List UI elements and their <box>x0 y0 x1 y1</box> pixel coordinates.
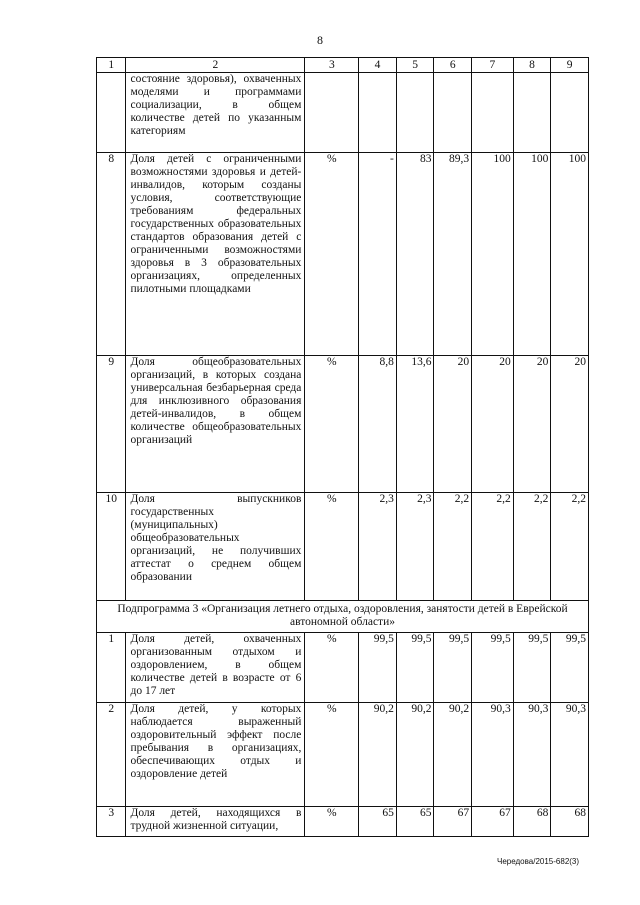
value-cell: 68 <box>551 807 589 837</box>
row-description: Доля детей, находящихся в трудной жизненной ситуации, <box>126 807 305 837</box>
header-cell: 7 <box>472 58 514 73</box>
row-description: Доля детей с ограниченными возможностями здоровья и детей-инвалидов, которым созданы условия, соответствующие требованиям федеральных государственных образовательных стандартов образования детей с ограниченными возможностями здоровья в 3 образовательных организациях, определенных пилотными площадками <box>126 153 305 356</box>
row-unit: % <box>305 493 359 601</box>
table-row <box>97 153 589 356</box>
value-cell: 90,2 <box>359 703 397 807</box>
header-cell: 2 <box>126 58 305 73</box>
value-cell <box>434 73 472 153</box>
value-cell: 100 <box>551 153 589 356</box>
value-cell: 99,5 <box>396 633 434 703</box>
row-number: 3 <box>97 807 126 837</box>
table-row <box>97 807 589 837</box>
row-number: 9 <box>97 356 126 493</box>
row-description: Доля детей, охваченных организованным отдыхом и оздоровлением, в общем количестве детей в возрасте от 6 до 17 лет <box>126 633 305 703</box>
row-description: Доля детей, у которых наблюдается выраженный оздоровительный эффект после пребывания в организациях, обеспечивающих отдых и оздоровление детей <box>126 703 305 807</box>
value-cell <box>551 73 589 153</box>
row-unit: % <box>305 153 359 356</box>
value-cell: 20 <box>434 356 472 493</box>
row-number <box>97 73 126 153</box>
row-unit: % <box>305 807 359 837</box>
row-number: 10 <box>97 493 126 601</box>
value-cell: 99,5 <box>551 633 589 703</box>
row-number: 8 <box>97 153 126 356</box>
row-number: 2 <box>97 703 126 807</box>
value-cell: 2,2 <box>551 493 589 601</box>
value-cell <box>396 73 434 153</box>
table-row <box>97 73 589 153</box>
table-row <box>97 633 589 703</box>
table-header-row <box>97 58 589 73</box>
value-cell: 99,5 <box>359 633 397 703</box>
value-cell: 65 <box>396 807 434 837</box>
table-row <box>97 356 589 493</box>
value-cell: 68 <box>513 807 551 837</box>
value-cell <box>359 73 397 153</box>
value-cell: 90,3 <box>472 703 514 807</box>
value-cell <box>472 73 514 153</box>
value-cell: 13,6 <box>396 356 434 493</box>
value-cell: 89,3 <box>434 153 472 356</box>
value-cell: 65 <box>359 807 397 837</box>
header-cell: 8 <box>513 58 551 73</box>
value-cell: 20 <box>513 356 551 493</box>
value-cell: 100 <box>513 153 551 356</box>
row-number: 1 <box>97 633 126 703</box>
row-unit: % <box>305 356 359 493</box>
value-cell: 20 <box>472 356 514 493</box>
value-cell: 90,2 <box>434 703 472 807</box>
table-row <box>97 493 589 601</box>
value-cell: 2,2 <box>513 493 551 601</box>
value-cell <box>513 73 551 153</box>
value-cell: 99,5 <box>434 633 472 703</box>
value-cell: 100 <box>472 153 514 356</box>
value-cell: 90,2 <box>396 703 434 807</box>
page-number: 8 <box>317 33 323 47</box>
value-cell: 67 <box>434 807 472 837</box>
value-cell: 99,5 <box>472 633 514 703</box>
subprogram-title: Подпрограмма 3 «Организация летнего отдыха, оздоровления, занятости детей в Еврейской автономной области» <box>97 601 589 633</box>
value-cell: 2,2 <box>472 493 514 601</box>
header-cell: 9 <box>551 58 589 73</box>
subprogram-section-row <box>97 601 589 633</box>
header-cell: 1 <box>97 58 126 73</box>
row-unit: % <box>305 703 359 807</box>
table-row <box>97 703 589 807</box>
value-cell: 90,3 <box>513 703 551 807</box>
header-cell: 4 <box>359 58 397 73</box>
indicators-table <box>96 57 589 837</box>
header-cell: 5 <box>396 58 434 73</box>
row-description: состояние здоровья), охваченных моделями и программами социализации, в общем количестве детей по указанным категориям <box>126 73 305 153</box>
value-cell: 2,3 <box>359 493 397 601</box>
value-cell: 8,8 <box>359 356 397 493</box>
value-cell: 99,5 <box>513 633 551 703</box>
value-cell: 67 <box>472 807 514 837</box>
row-unit: % <box>305 633 359 703</box>
row-unit <box>305 73 359 153</box>
value-cell: 83 <box>396 153 434 356</box>
document-footer-code: Чередова/2015-682(3) <box>497 857 580 866</box>
value-cell: 2,2 <box>434 493 472 601</box>
header-cell: 3 <box>305 58 359 73</box>
value-cell: 20 <box>551 356 589 493</box>
value-cell: 90,3 <box>551 703 589 807</box>
header-cell: 6 <box>434 58 472 73</box>
row-description: Доля выпускников государственных (муниципальных) общеобразовательных организаций, не получивших аттестат о среднем общем образовании <box>126 493 305 601</box>
value-cell: - <box>359 153 397 356</box>
value-cell: 2,3 <box>396 493 434 601</box>
row-description: Доля общеобразовательных организаций, в которых создана универсальная безбарьерная среда для инклюзивного образования детей-инвалидов, в общем количестве общеобразовательных организаций <box>126 356 305 493</box>
